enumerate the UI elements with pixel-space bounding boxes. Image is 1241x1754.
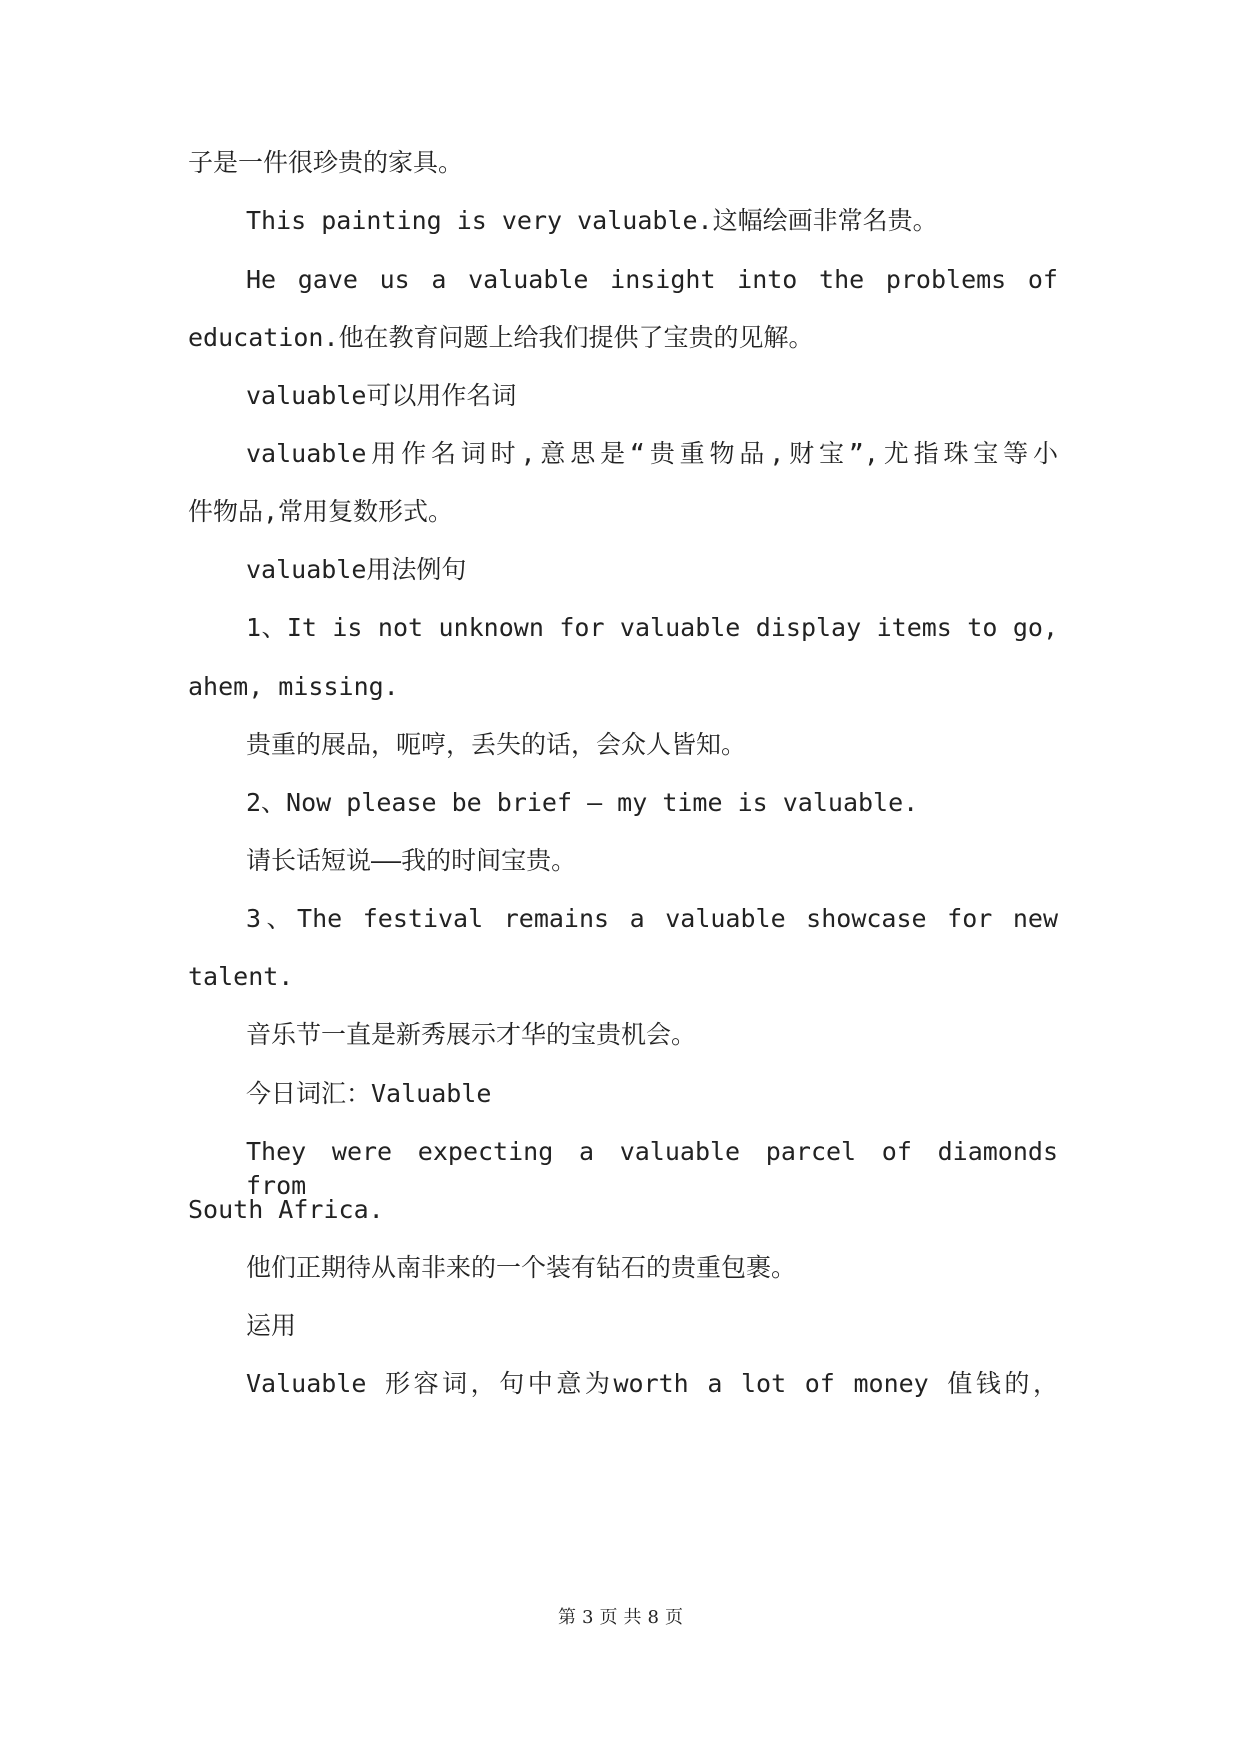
text-line: 2、Now please be brief — my time is valuable.	[246, 788, 919, 817]
text-line: ahem, missing.	[188, 672, 399, 701]
footer-total-pages: 8	[647, 1607, 659, 1628]
text-line: They were expecting a valuable parcel of diamonds from	[246, 1137, 1058, 1200]
text-line: 件物品,常用复数形式。	[188, 497, 454, 526]
text-line: 音乐节一直是新秀展示才华的宝贵机会。	[246, 1020, 697, 1049]
text-line: 运用	[246, 1311, 297, 1340]
footer-prefix: 第	[558, 1607, 577, 1628]
footer-total-word: 共	[623, 1607, 642, 1628]
text-line: This painting is very valuable.这幅绘画非常名贵。	[246, 206, 938, 235]
text-line: South Africa.	[188, 1195, 384, 1224]
footer-suffix: 页	[664, 1607, 683, 1628]
text-line: 子是一件很珍贵的家具。	[188, 148, 464, 177]
text-line: 今日词汇：Valuable	[246, 1079, 492, 1108]
text-line: 他们正期待从南非来的一个装有钻石的贵重包裹。	[246, 1253, 797, 1282]
text-line: 3、The festival remains a valuable showcase for new	[246, 904, 1058, 933]
text-line: talent.	[188, 962, 294, 991]
text-line: 1、It is not unknown for valuable display items to go,	[246, 613, 1058, 642]
text-line: valuable用法例句	[246, 555, 467, 584]
footer-page-word: 页	[599, 1607, 618, 1628]
page-footer	[0, 1606, 1241, 1630]
text-line: valuable可以用作名词	[246, 381, 517, 410]
text-line: valuable用作名词时,意思是“贵重物品,财宝”,尤指珠宝等小	[246, 439, 1058, 468]
footer-page-number: 3	[582, 1607, 594, 1628]
text-line: Valuable 形容词，句中意为worth a lot of money 值钱的，	[246, 1369, 1058, 1398]
text-line: 贵重的展品，呃哼，丢失的话，会众人皆知。	[246, 730, 747, 759]
text-line: education.他在教育问题上给我们提供了宝贵的见解。	[188, 323, 814, 352]
text-line: He gave us a valuable insight into the problems of	[246, 265, 1058, 294]
text-line: 请长话短说——我的时间宝贵。	[246, 846, 577, 875]
